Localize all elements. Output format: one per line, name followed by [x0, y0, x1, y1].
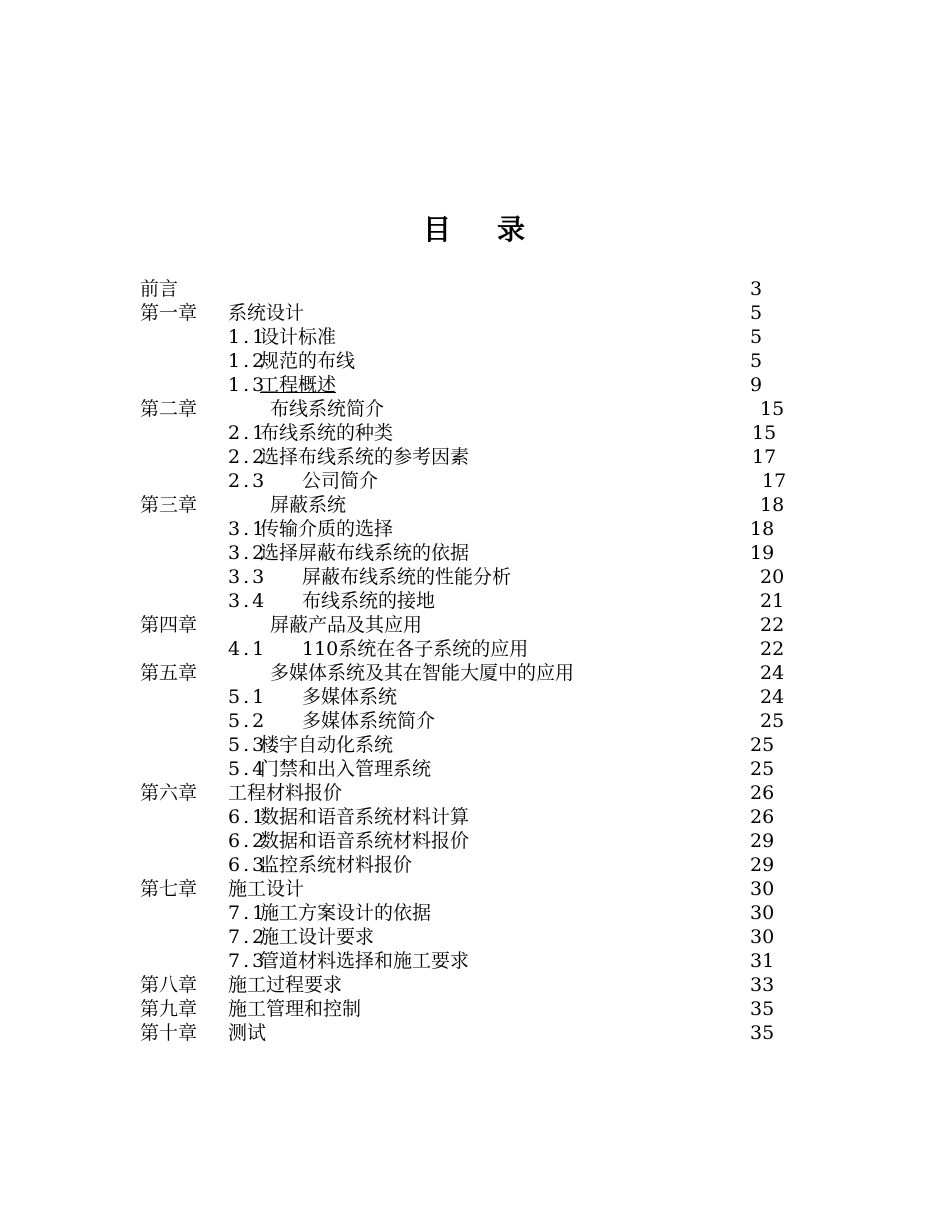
toc-chapter: 第一章	[140, 302, 198, 324]
toc-page-number: 35	[750, 998, 775, 1020]
title-char-right: 录	[497, 213, 528, 246]
toc-entry[interactable]	[0, 325, 950, 349]
toc-page-number: 29	[750, 830, 775, 852]
toc-page-number: 20	[760, 566, 785, 588]
toc-page-number: 15	[752, 422, 777, 444]
toc-entry[interactable]	[0, 565, 950, 589]
toc-section-number: 6.1	[228, 806, 268, 828]
toc-section-number: 2.3	[228, 470, 268, 492]
toc-page-number: 35	[750, 1022, 775, 1044]
toc-title: 布线系统的种类	[260, 422, 394, 444]
toc-title: 数据和语音系统材料报价	[260, 830, 470, 852]
toc-entry[interactable]	[0, 829, 950, 853]
toc-title: 屏蔽产品及其应用	[270, 614, 423, 636]
toc-title: 施工方案设计的依据	[260, 902, 432, 924]
toc-title: 布线系统的接地	[302, 590, 436, 612]
toc-section-number: 5.2	[228, 710, 268, 732]
toc-page-number: 22	[760, 638, 785, 660]
toc-page-number: 33	[750, 974, 775, 996]
toc-entry[interactable]	[0, 589, 950, 613]
toc-entry[interactable]	[0, 877, 950, 901]
toc-title: 公司简介	[302, 470, 379, 492]
toc-chapter: 第七章	[140, 878, 198, 900]
toc-page-number: 19	[750, 542, 775, 564]
toc-title: 施工设计	[228, 878, 305, 900]
toc-entry[interactable]	[0, 349, 950, 373]
toc-section-number: 2.2	[228, 446, 268, 468]
toc-page-number: 24	[760, 662, 785, 684]
toc-section-number: 7.3	[228, 950, 268, 972]
toc-title: 多媒体系统	[302, 686, 398, 708]
toc-entry[interactable]	[0, 493, 950, 517]
toc-entry[interactable]	[0, 709, 950, 733]
toc-entry[interactable]	[0, 685, 950, 709]
toc-entry[interactable]	[0, 541, 950, 565]
title-char-left: 目	[422, 213, 453, 246]
toc-title: 选择布线系统的参考因素	[260, 446, 470, 468]
toc-entry[interactable]	[0, 277, 950, 301]
toc-page-number: 30	[750, 902, 775, 924]
toc-entry[interactable]	[0, 949, 950, 973]
toc-entry[interactable]	[0, 637, 950, 661]
toc-title: 设计标准	[260, 326, 337, 348]
toc-section-number: 3.2	[228, 542, 268, 564]
toc-chapter: 第六章	[140, 782, 198, 804]
toc-entry[interactable]	[0, 469, 950, 493]
toc-title: 测试	[228, 1022, 267, 1044]
toc-section-number: 6.3	[228, 854, 268, 876]
toc-section-number: 7.1	[228, 902, 268, 924]
toc-title: 多媒体系统及其在智能大厦中的应用	[270, 662, 575, 684]
toc-chapter: 第九章	[140, 998, 198, 1020]
toc-page-number: 18	[760, 494, 785, 516]
toc-title: 门禁和出入管理系统	[260, 758, 432, 780]
toc-section-number: 2.1	[228, 422, 268, 444]
toc-chapter: 第十章	[140, 1022, 198, 1044]
toc-chapter: 第八章	[140, 974, 198, 996]
toc-title: 传输介质的选择	[260, 518, 394, 540]
toc-title: 110系统在各子系统的应用	[302, 638, 529, 660]
toc-page-number: 3	[750, 278, 763, 300]
toc-section-number: 1.2	[228, 350, 268, 372]
toc-entry[interactable]	[0, 1021, 950, 1045]
toc-section-number: 4.1	[228, 638, 268, 660]
toc-page-number: 24	[760, 686, 785, 708]
toc-page-number: 9	[750, 374, 763, 396]
toc-title: 布线系统简介	[270, 398, 385, 420]
toc-entry[interactable]	[0, 757, 950, 781]
toc-page-number: 15	[760, 398, 785, 420]
table-of-contents	[0, 277, 950, 1045]
toc-entry[interactable]	[0, 901, 950, 925]
toc-title: 工程材料报价	[228, 782, 343, 804]
toc-title: 管道材料选择和施工要求	[260, 950, 470, 972]
toc-page-number: 5	[750, 326, 763, 348]
toc-entry[interactable]	[0, 421, 950, 445]
toc-entry[interactable]	[0, 781, 950, 805]
toc-title: 系统设计	[228, 302, 305, 324]
toc-entry[interactable]	[0, 973, 950, 997]
toc-section-number: 3.4	[228, 590, 268, 612]
toc-title: 数据和语音系统材料计算	[260, 806, 470, 828]
toc-title: 楼宇自动化系统	[260, 734, 394, 756]
toc-entry[interactable]	[0, 661, 950, 685]
toc-section-number: 7.2	[228, 926, 268, 948]
toc-page-number: 22	[760, 614, 785, 636]
toc-page-number: 31	[750, 950, 775, 972]
toc-page-number: 17	[762, 470, 787, 492]
toc-entry[interactable]	[0, 373, 950, 397]
toc-section-number: 5.4	[228, 758, 268, 780]
toc-title: 多媒体系统简介	[302, 710, 436, 732]
toc-page-number: 26	[750, 806, 775, 828]
toc-entry[interactable]	[0, 301, 950, 325]
toc-entry[interactable]	[0, 733, 950, 757]
toc-section-number: 1.1	[228, 326, 268, 348]
toc-section-number: 5.3	[228, 734, 268, 756]
toc-page-number: 25	[750, 734, 775, 756]
toc-page-number: 25	[760, 710, 785, 732]
toc-entry[interactable]	[0, 517, 950, 541]
toc-entry[interactable]	[0, 805, 950, 829]
toc-title: 屏蔽系统	[270, 494, 347, 516]
toc-title: 监控系统材料报价	[260, 854, 413, 876]
toc-chapter: 第四章	[140, 614, 198, 636]
toc-page-number: 30	[750, 926, 775, 948]
toc-section-number: 1.3	[228, 374, 268, 396]
toc-page-number: 17	[752, 446, 777, 468]
toc-title: 选择屏蔽布线系统的依据	[260, 542, 470, 564]
toc-title: 屏蔽布线系统的性能分析	[302, 566, 512, 588]
toc-page-number: 21	[760, 590, 785, 612]
toc-page-number: 5	[750, 302, 763, 324]
toc-chapter: 第二章	[140, 398, 198, 420]
toc-chapter: 前言	[140, 278, 179, 300]
toc-page-number: 18	[750, 518, 775, 540]
toc-title: 规范的布线	[260, 350, 356, 372]
toc-page-number: 30	[750, 878, 775, 900]
toc-title: 施工设计要求	[260, 926, 375, 948]
toc-section-number: 6.2	[228, 830, 268, 852]
page-title	[0, 208, 950, 248]
toc-page-number: 25	[750, 758, 775, 780]
toc-entry[interactable]	[0, 613, 950, 637]
toc-page-number: 5	[750, 350, 763, 372]
toc-page-number: 29	[750, 854, 775, 876]
toc-title: 施工管理和控制	[228, 998, 362, 1020]
toc-entry[interactable]	[0, 925, 950, 949]
toc-entry[interactable]	[0, 853, 950, 877]
toc-title: 工程概述	[260, 374, 337, 396]
toc-page-number: 26	[750, 782, 775, 804]
toc-entry[interactable]	[0, 445, 950, 469]
toc-title: 施工过程要求	[228, 974, 343, 996]
toc-entry[interactable]	[0, 397, 950, 421]
toc-section-number: 5.1	[228, 686, 268, 708]
toc-section-number: 3.1	[228, 518, 268, 540]
toc-chapter: 第五章	[140, 662, 198, 684]
toc-chapter: 第三章	[140, 494, 198, 516]
toc-section-number: 3.3	[228, 566, 268, 588]
toc-entry[interactable]	[0, 997, 950, 1021]
